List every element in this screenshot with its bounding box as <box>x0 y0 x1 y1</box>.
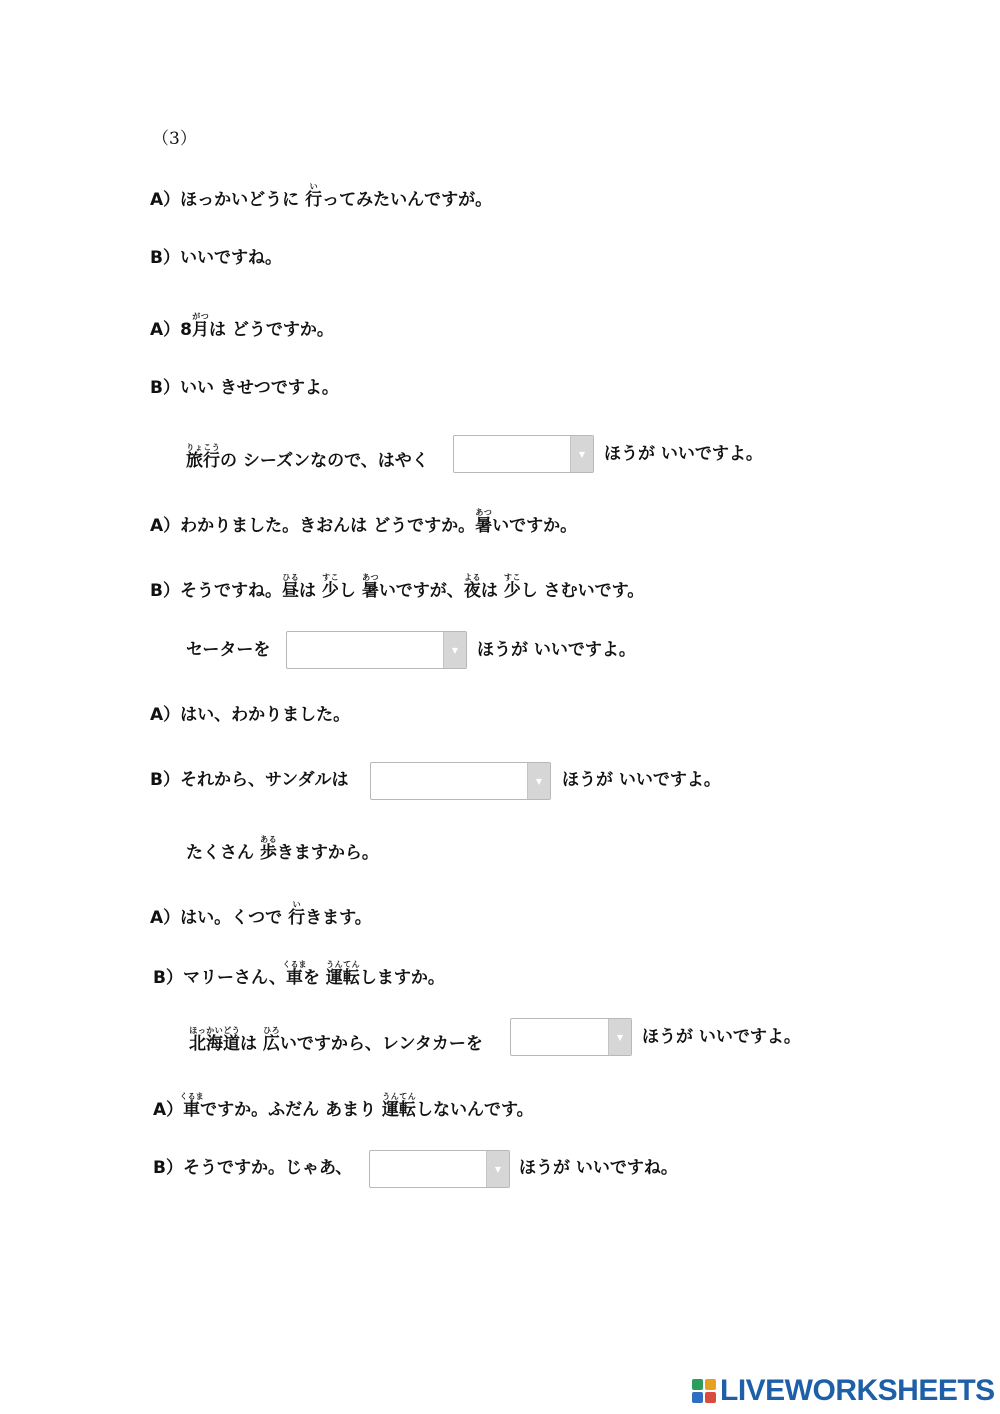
dialogue-line-2 <box>150 247 282 269</box>
dialogue-line-13: B）マリーさん、車くるまを 運転うんてんしますか。 <box>153 960 445 988</box>
section-number: （3） <box>152 129 197 149</box>
furigana-word: 暑あつ <box>475 508 493 536</box>
line-text: の シーズンなので、はやく <box>220 451 429 471</box>
furigana-word: 北海道ほっかいどう <box>189 1026 240 1054</box>
dialogue-line-9 <box>150 704 350 726</box>
line-text: それから、サンダルは <box>179 770 349 790</box>
furigana-word: 少すこ <box>503 573 521 601</box>
line-text: いいですね。 <box>179 248 282 268</box>
dialogue-line-14: 北海道ほっかいどうは 広ひろいですから、レンタカーを <box>189 1026 483 1054</box>
chevron-down-icon[interactable]: ▼ <box>443 632 466 668</box>
dialogue-line-15: A）車くるまですか。ふだん あまり 運転うんてんしないんです。 <box>153 1092 534 1120</box>
speaker-label: B） <box>150 770 180 790</box>
speaker-label: B） <box>153 968 183 988</box>
answer-dropdown-3[interactable] <box>370 762 551 800</box>
dialogue-line-11 <box>186 835 379 864</box>
dialogue-line-16-tail <box>519 1157 678 1179</box>
dialogue-line-3 <box>150 312 334 341</box>
line-text: ほっかいどうに <box>180 190 306 210</box>
furigana-word: 運転うんてん <box>325 960 360 988</box>
line-text: はい。くつで <box>180 908 289 928</box>
speaker-label: A） <box>150 320 181 340</box>
line-text: いい きせつですよ。 <box>179 378 339 398</box>
furigana-word: 広ひろ <box>262 1026 280 1054</box>
chevron-down-icon[interactable]: ▼ <box>570 436 593 472</box>
line-text: ほうが いいですよ。 <box>642 1027 801 1047</box>
answer-dropdown-1[interactable] <box>453 435 594 473</box>
line-text: ほうが いいですよ。 <box>477 640 636 660</box>
line-text: は どうですか。 <box>209 320 334 340</box>
furigana-word: 少すこ <box>321 573 339 601</box>
dialogue-line-10 <box>150 769 348 791</box>
dialogue-line-14-tail <box>642 1026 801 1048</box>
line-text: そうですね。 <box>179 581 282 601</box>
speaker-label: B） <box>150 581 180 601</box>
line-text: ほうが いいですね。 <box>519 1158 678 1178</box>
furigana-word: 歩ある <box>259 835 277 863</box>
furigana-word: 暑あつ <box>361 573 379 601</box>
liveworksheets-logo <box>692 1374 995 1408</box>
speaker-label: A） <box>150 705 181 725</box>
speaker-label: B） <box>153 1158 183 1178</box>
speaker-label: B） <box>150 248 180 268</box>
dialogue-line-8-tail <box>477 639 636 661</box>
logo-tile <box>692 1379 703 1390</box>
dialogue-line-8 <box>186 639 270 661</box>
answer-dropdown-2[interactable] <box>286 631 467 669</box>
chevron-down-icon[interactable]: ▼ <box>527 763 550 799</box>
dialogue-line-16 <box>153 1157 352 1179</box>
speaker-label: A） <box>150 908 181 928</box>
dialogue-line-7: B）そうですね。昼ひるは 少すこし 暑あついですが、夜よるは 少すこし さむいです。 <box>150 573 645 601</box>
logo-mark-icon <box>692 1379 716 1403</box>
line-text: きます。 <box>305 908 372 928</box>
line-text: はい、わかりました。 <box>180 705 351 725</box>
dialogue-line-4 <box>150 377 339 399</box>
line-text: いですか。 <box>492 516 578 536</box>
logo-tile <box>705 1392 716 1403</box>
line-text: きますから。 <box>276 843 379 863</box>
line-text: ほうが いいですよ。 <box>604 444 763 464</box>
speaker-label: A） <box>150 516 181 536</box>
line-text: 8 <box>180 320 193 340</box>
chevron-down-icon[interactable]: ▼ <box>486 1151 509 1187</box>
furigana-word: 車くるま <box>179 1092 204 1120</box>
speaker-label: A） <box>153 1100 184 1120</box>
furigana-word: 旅行りょこう <box>186 443 220 471</box>
answer-dropdown-5[interactable] <box>369 1150 510 1188</box>
furigana-word: 行い <box>288 900 306 928</box>
line-text: わかりました。きおんは どうですか。 <box>180 516 476 536</box>
dialogue-line-12 <box>150 900 372 929</box>
logo-tile <box>705 1379 716 1390</box>
line-text: セーターを <box>186 640 271 660</box>
furigana-word: 運転うんてん <box>382 1092 417 1120</box>
dialogue-line-10-tail <box>562 769 721 791</box>
dialogue-line-5 <box>186 443 429 472</box>
furigana-word: 昼ひる <box>281 573 299 601</box>
dialogue-line-6 <box>150 508 577 537</box>
line-text: たくさん <box>186 843 260 863</box>
chevron-down-icon[interactable]: ▼ <box>608 1019 631 1055</box>
dialogue-line-1 <box>150 182 492 211</box>
speaker-label: A） <box>150 190 181 210</box>
furigana-word: 夜よる <box>463 573 481 601</box>
logo-tile <box>692 1392 703 1403</box>
line-text: そうですか。じゃあ、 <box>182 1158 353 1178</box>
dialogue-line-5-tail <box>604 443 763 465</box>
furigana-word: 車くるま <box>282 960 307 988</box>
logo-text: LIVEWORKSHEETS <box>720 1374 995 1407</box>
answer-dropdown-4[interactable] <box>510 1018 632 1056</box>
furigana-word: 行い <box>305 182 323 210</box>
line-text: いですから、レンタカーを <box>279 1034 483 1054</box>
furigana-word: 月がつ <box>192 312 210 340</box>
line-text: マリーさん、 <box>182 968 286 988</box>
speaker-label: B） <box>150 378 180 398</box>
line-text: ほうが いいですよ。 <box>562 770 721 790</box>
line-text: ってみたいんですが。 <box>322 190 493 210</box>
